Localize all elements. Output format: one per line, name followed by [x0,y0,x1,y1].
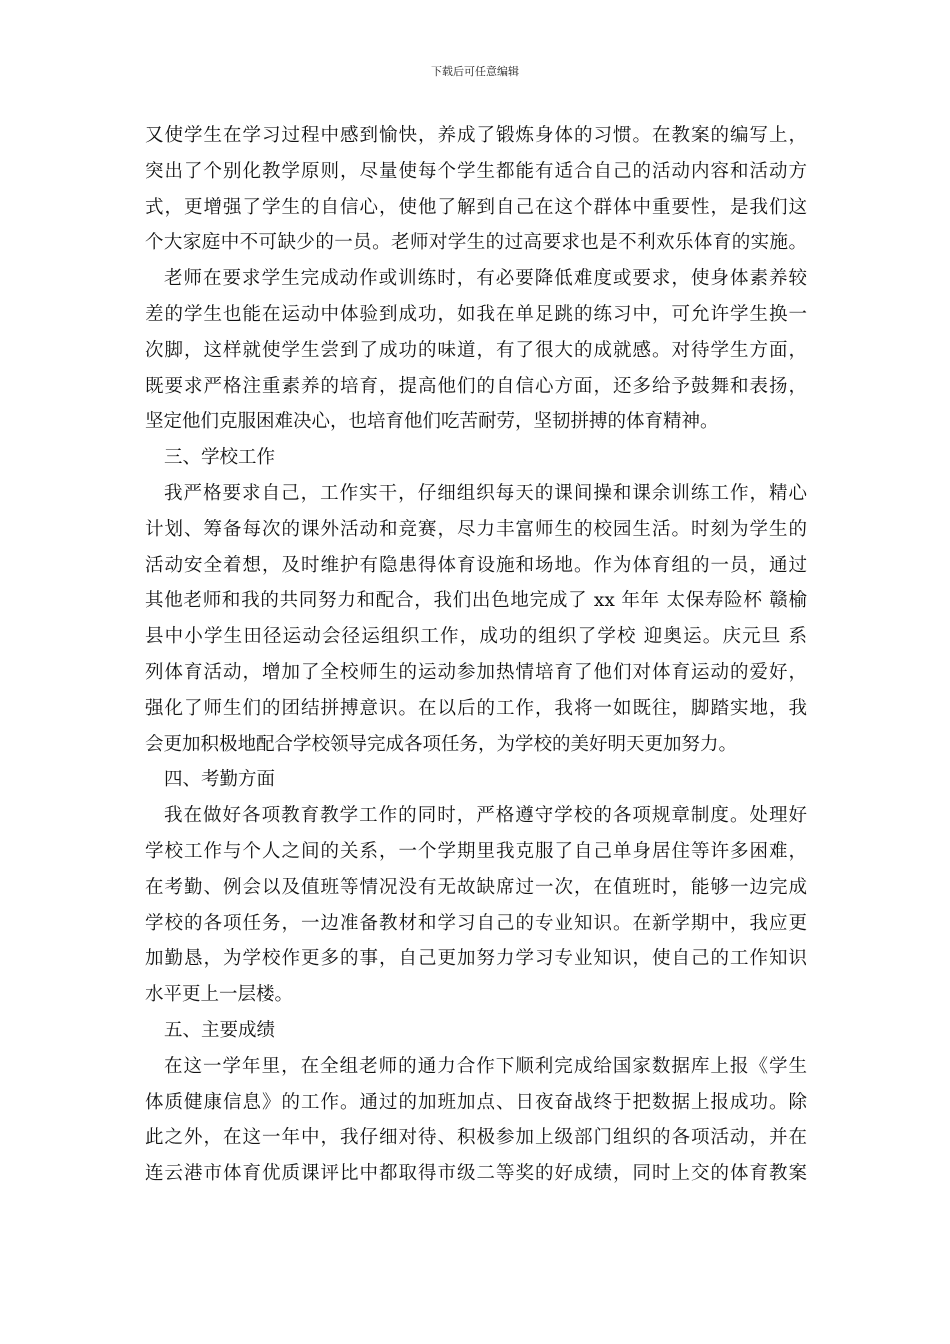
text-line: 学校工作与个人之间的关系，一个学期里我克服了自己单身居住等许多困难， [145,840,807,862]
text-line: 计划、筹备每次的课外活动和竞赛，尽力丰富师生的校园生活。时刻为学生的 [145,518,807,540]
text-line: 既要求严格注重素养的培育，提高他们的自信心方面，还多给予鼓舞和表扬， [145,375,807,397]
text-line: 个大家庭中不可缺少的一员。老师对学生的过高要求也是不利欢乐体育的实施。 [145,232,807,254]
text-line: 连云港市体育优质课评比中都取得市级二等奖的好成绩，同时上交的体育教案 [145,1163,807,1185]
document-body [145,118,807,1192]
text-line: 三、学校工作 [164,447,276,469]
text-line: 在这一学年里，在全组老师的通力合作下顺利完成给国家数据库上报《学生 [164,1055,807,1077]
text-line: 又使学生在学习过程中感到愉快，养成了锻炼身体的习惯。在教案的编写上， [145,125,807,146]
text-line: 此之外，在这一年中，我仔细对待、积极参加上级部门组织的各项活动，并在 [145,1127,807,1149]
text-line: 体质健康信息》的工作。通过的加班加点、日夜奋战终于把数据上报成功。除 [145,1091,807,1113]
text-line: 突出了个别化教学原则，尽量使每个学生都能有适合自己的活动内容和活动方 [145,160,807,182]
text-line: 坚定他们克服困难决心，也培育他们吃苦耐劳，坚韧拼搏的体育精神。 [145,411,719,433]
text-line: 强化了师生们的团结拼搏意识。在以后的工作，我将一如既往，脚踏实地，我 [145,697,807,719]
text-line: 活动安全着想，及时维护有隐患得体育设施和场地。作为体育组的一员，通过 [145,554,807,576]
text-line: 其他老师和我的共同努力和配合，我们出色地完成了 xx 年年 太保寿险杯 赣榆 [145,590,807,612]
text-line: 县中小学生田径运动会径运组织工作，成功的组织了学校 迎奥运。庆元旦 系 [145,626,807,648]
text-line: 我在做好各项教育教学工作的同时，严格遵守学校的各项规章制度。处理好 [164,805,807,827]
text-line: 次脚，这样就使学生尝到了成功的味道，有了很大的成就感。对待学生方面， [145,339,807,361]
text-line: 五、主要成绩 [164,1019,276,1041]
text-line: 四、考勤方面 [164,769,276,791]
text-line: 式，更增强了学生的自信心，使他了解到自己在这个群体中重要性，是我们这 [145,196,807,218]
text-line: 会更加积极地配合学校领导完成各项任务，为学校的美好明天更加努力。 [145,733,738,755]
text-line: 水平更上一层楼。 [145,984,294,1006]
text-line: 老师在要求学生完成动作或训练时，有必要降低难度或要求，使身体素养较 [164,268,807,290]
text-line: 列体育活动，增加了全校师生的运动参加热情培育了他们对体育运动的爱好， [145,661,807,683]
page-header: 下载后可任意编辑 [431,65,519,78]
text-line: 加勤恳，为学校作更多的事，自己更加努力学习专业知识，使自己的工作知识 [145,948,807,970]
text-line: 差的学生也能在运动中体验到成功，如我在单足跳的练习中，可允许学生换一 [145,303,807,325]
text-line: 学校的各项任务，一边准备教材和学习自己的专业知识。在新学期中，我应更 [145,912,807,934]
text-line: 我严格要求自己，工作实干，仔细组织每天的课间操和课余训练工作，精心 [164,482,807,504]
text-line: 在考勤、例会以及值班等情况没有无故缺席过一次，在值班时，能够一边完成 [145,876,807,898]
